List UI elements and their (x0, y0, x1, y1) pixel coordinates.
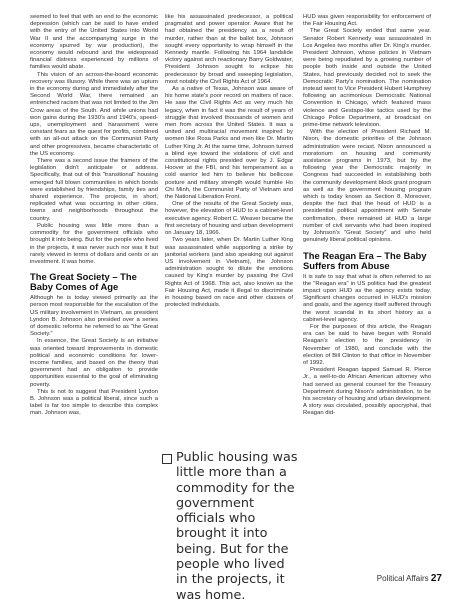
paragraph: Two years later, when Dr. Martin Luther King was assassinated while supporting a strike by janitorial workers (and also speaking out against US involvement in Vietnam), the Johnson administration sought to dilute the emotions caused by King's murder by passing the Civil Rights Act of 1968. This act, also known as the Fair Housing Act, made it illegal to discriminate in housing based on race and other classes of protected individuals. (165, 237, 293, 309)
section-heading: The Reagan Era – The Baby Suffers from Abuse (303, 249, 427, 271)
publication-name: Political Affairs (376, 574, 429, 583)
paragraph: seemed to feel that with an end to the economic depression (which can be said to have ended with the entry of the United States into World War II and the accompanying surge in the economy spurred by war production), the economy would rebound and the widespread financial distress experienced by millions of families would abate. (30, 14, 158, 71)
paragraph: HUD was given responsibility for enforcement of the Fair Housing Act. (303, 14, 431, 28)
paragraph: Although he is today viewed primarily as the person most responsible for the escalation of the US military involvement in Vietnam, as president Lyndon B. Johnson also presided over a series of domestic reforms he referred to as "the Great Society." (30, 295, 158, 338)
paragraph: like his assassinated predecessor, a political pragmatist and power operator. Aware that he had obtained the presidency as a result of murder, rather than at the ballot box, Johnson sought every opportunity to wrap himself in the Kennedy mantle. Following his 1964 landslide victory against arch reactionary Barry Goldwater, President Johnson sought to eclipse his predecessor by broad and sweeping legislation, most notably the Civil Rights Act of 1964. (165, 14, 293, 85)
pull-quote-marker-icon (162, 454, 172, 464)
paragraph: With the election of President Richard M. Nixon, the domestic priorities of the Johnson administration were recast. Nixon announced a moratorium on housing and community assistance programs in 1973, but by the following year the Democratic majority in Congress had succeeded in establishing both the community development block grant program as well as the government housing program which is today known as Section 8. Moreover, despite the fact that the head of HUD is a presidential political appointment with Senate confirmation, there remained at HUD a large number of civil servants who had been inspired by Johnson's "Great Society" and who held genuinely liberal political opinions. (303, 129, 431, 244)
paragraph: This is not to suggest that President Lyndon B. Johnson was a political liberal, since such a label is far too simple to describe this complex man. Johnson was, (30, 388, 158, 417)
pull-quote (162, 450, 298, 603)
section-heading: The Great Society – The Baby Comes of Age (30, 271, 137, 293)
paragraph: The Great Society ended that same year. Senator Robert Kennedy was assassinated in Los Angeles two months after Dr. King's murder. President Johnson, whose policies in Vietnam were being repudiated by a growing number of people both inside and outside the United States, had previously decided not to seek the Democratic Party's nomination. The nomination instead went to Vice President Hubert Humphrey following an acrimonious Democratic National Convention in Chicago, which featured mass violence and Gestapo-like tactics used by the Chicago Police Department, at broadcast on prime-time network television. (303, 28, 431, 129)
paragraph: It is safe to say that what is often referred to as the "Reagan era" in US politics had the greatest impact upon HUD as the agency exists today. Significant changes occurred in HUD's mission and goals, and the agency itself suffered through the worst scandal in its short history as a cabinet-level agency. (303, 273, 431, 323)
paragraph: President Reagan tapped Samuel R. Pierce Jr., a well-to-do African American attorney who had served as general counsel for the Treasury Department during Nixon's administration, to be his secretary of housing and urban development. A story was circulated, possibly apocryphal, that Reagan did- (303, 367, 431, 417)
column-middle (165, 14, 293, 309)
page-footer (362, 573, 442, 584)
page-number: 27 (430, 573, 442, 584)
paragraph: One of the results of the Great Society was, however, the elevation of HUD to a cabinet-level executive agency. Robert C. Weaver became the first secretary of housing and urban development on January 18, 1966. (165, 201, 293, 237)
paragraph: In essence, the Great Society is an initiative was oriented toward improvements in domestic political and economic conditions for lower-income families, and based on the theory that government had an obligation to provide opportunities essential to the goal of eliminating poverty. (30, 338, 158, 388)
paragraph: As a native of Texas, Johnson was aware of his home state's poor record on matters of race. He saw the Civil Rights Act as very much his legacy, when in fact it was the result of years of struggle that involved thousands of women and men from across the United States. It was a united and multiracial movement inspired by women like Rosa Parks and men like Dr. Martin Luther King Jr. At the same time, Johnson turned a blind eye toward the violations of civil and constitutional rights presided over by J. Edgar Hoover at the FBI, and his temperament as a cold warrior led him to believe his bellicose posture and military strength would humble Ho Chi Minh, the Communist Party of Vietnam and the National Liberation Front. (165, 86, 293, 201)
paragraph: Public housing was little more than a commodity for the government officials who brought it into being. But for the people who lived in the projects, it was never such nor was it but rarely viewed in terms of dollars and cents or an investment. It was home. (30, 222, 158, 265)
paragraph: There was a second issue the framers of the legislation didn't anticipate or address. Specifically, that out of this "transitional" housing emerged full blown communities in which bonds were established by friendships, family ties and shared experience. The projects, in short, replicated what was occurring in other cities, towns and neighborhoods throughout the country. (30, 158, 158, 222)
paragraph: This vision of an across-the-board economic recovery was illusory. While there was an upturn in the economy during and immediately after the Second World War, there remained an entrenched racism that was not limited to the Jim Crow areas of the South. And while unions had won gains during the 1930's and 1940's, speed-ups, unemployment and harassment were constant fears as the quest for profits, combined with an all-out attack on the Communist Party and other progressives, became characteristic of the US economy. (30, 71, 158, 157)
column-right (303, 14, 431, 418)
pull-quote-text: Public housing was little more than a commodity for the government officials who brought it into being. But for the people who lived in the projects, it was home. (176, 450, 298, 603)
paragraph: For the purposes of this article, the Reagan era can be said to have begun with Ronald Reagan's election to the presidency in November of 1980, and conclude with the election of Bill Clinton to that office in November of 1992. (303, 323, 431, 366)
column-left (30, 14, 158, 418)
